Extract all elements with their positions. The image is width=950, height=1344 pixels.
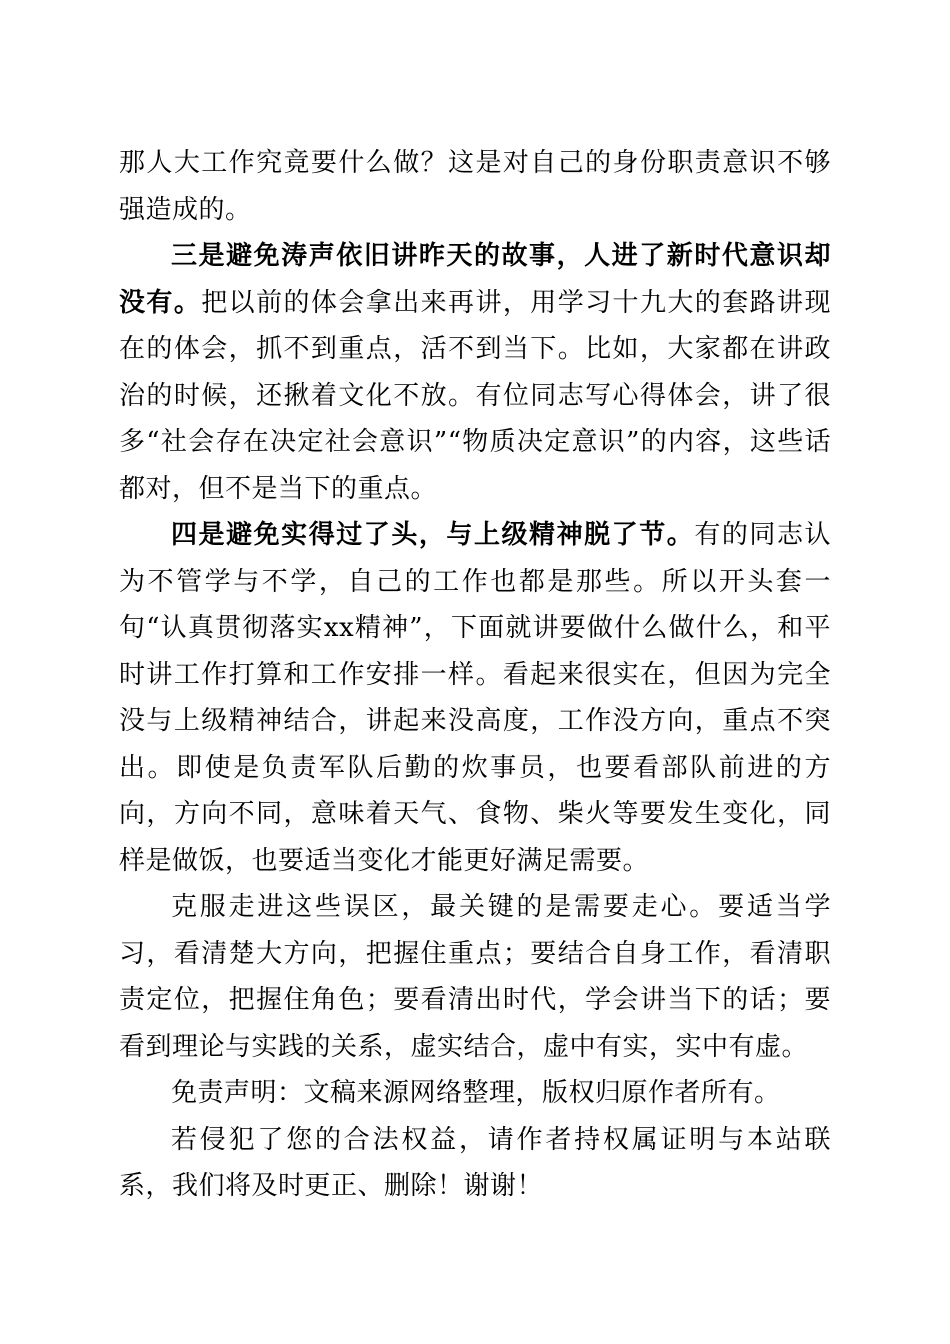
paragraph-text: 把以前的体会拿出来再讲，用学习十九大的套路讲现在的体会，抓不到重点，活不到当下。比如，大家都在讲政治的时候，还揪着文化不放。有位同志写心得体会，讲了很多“社会存在决定社会意识”“物质决定意识”的内容，这些话都对，但不是当下的重点。	[119, 287, 831, 504]
paragraph-conclusion	[119, 884, 831, 1070]
paragraph-continuation	[119, 140, 831, 233]
paragraph-text: 有的同志认为不管学与不学，自己的工作也都是那些。所以开头套一句“认真贯彻落实xx精神”，下面就讲要做什么做什么，和平时讲工作打算和工作安排一样。看起来很实在，但因为完全没与上级精神结合，讲起来没高度，工作没方向，重点不突出。即使是负责军队后勤的炊事员，也要看部队前进的方向，方向不同，意味着天气、食物、柴火等要发生变化，同样是做饭，也要适当变化才能更好满足需要。	[119, 520, 831, 876]
paragraph-text: 那人大工作究竟要什么做？这是对自己的身份职责意识不够强造成的。	[119, 148, 831, 225]
paragraph-lead: 四是避免实得过了头，与上级精神脱了节。	[171, 520, 695, 550]
paragraph-disclaimer	[119, 1070, 831, 1117]
document-body	[119, 140, 831, 1210]
paragraph-text: 免责声明：文稿来源网络整理，版权归原作者所有。	[171, 1078, 781, 1108]
paragraph-lead: 三是避免涛声依旧讲昨天的故事，人进了新时代意识却没有。	[119, 241, 831, 318]
paragraph-text: 若侵犯了您的合法权益，请作者持权属证明与本站联系，我们将及时更正、删除！谢谢！	[119, 1124, 831, 1201]
paragraph-text: 克服走进这些误区，最关键的是需要走心。要适当学习，看清楚大方向，把握住重点；要结合自身工作，看清职责定位，把握住角色；要看清出时代，学会讲当下的话；要看到理论与实践的关系，虚实结合，虚中有实，实中有虚。	[119, 892, 831, 1062]
paragraph-rights-notice	[119, 1117, 831, 1210]
paragraph-point-three	[119, 233, 831, 512]
paragraph-point-four	[119, 512, 831, 884]
